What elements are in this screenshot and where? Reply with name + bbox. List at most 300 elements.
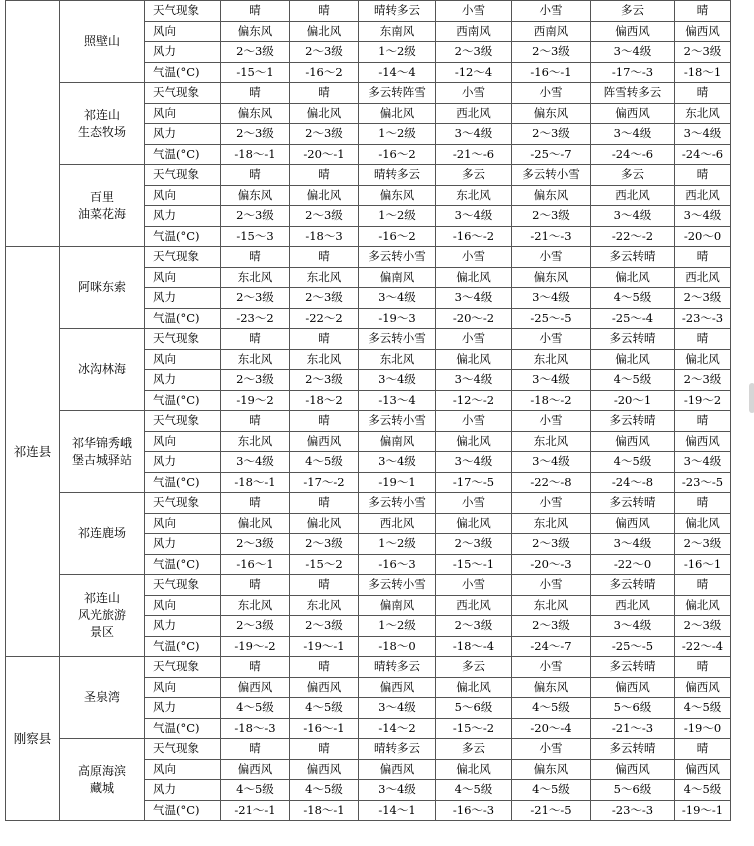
row-label-cell: 风力	[145, 42, 221, 63]
forecast-value-cell: 多云转小雪	[359, 247, 436, 268]
forecast-value-cell: 东北风	[290, 267, 359, 288]
forecast-value-cell: 1～2级	[359, 616, 436, 637]
forecast-value-cell: 4～5级	[512, 780, 591, 801]
forecast-value-cell: 晴	[675, 411, 731, 432]
forecast-value-cell: 3～4级	[359, 452, 436, 473]
forecast-value-cell: 偏东风	[221, 185, 290, 206]
forecast-value-cell: 偏西风	[591, 513, 675, 534]
forecast-value-cell: 小雪	[512, 411, 591, 432]
row-label-cell: 风向	[145, 759, 221, 780]
forecast-value-cell: 多云转阵雪	[359, 83, 436, 104]
row-label-cell: 风力	[145, 616, 221, 637]
forecast-value-cell: 2～3级	[221, 288, 290, 309]
forecast-value-cell: -20～-2	[436, 308, 512, 329]
forecast-value-cell: 偏西风	[675, 677, 731, 698]
forecast-value-cell: 晴	[221, 575, 290, 596]
forecast-value-cell: -22～2	[290, 308, 359, 329]
forecast-value-cell: -24～-7	[512, 636, 591, 657]
forecast-value-cell: 2～3级	[290, 206, 359, 227]
location-name-cell: 祁连山 生态牧场	[60, 83, 145, 165]
forecast-value-cell: 偏西风	[591, 21, 675, 42]
forecast-value-cell: -16～-1	[512, 62, 591, 83]
row-label-cell: 气温(°C)	[145, 390, 221, 411]
forecast-value-cell: -17～-5	[436, 472, 512, 493]
forecast-value-cell: 晴	[675, 165, 731, 186]
forecast-value-cell: -19～-2	[221, 636, 290, 657]
row-label-cell: 天气现象	[145, 493, 221, 514]
forecast-value-cell: 2～3级	[675, 42, 731, 63]
forecast-value-cell: 小雪	[436, 83, 512, 104]
forecast-value-cell: 3～4级	[591, 616, 675, 637]
forecast-value-cell: -12～4	[436, 62, 512, 83]
forecast-value-cell: 1～2级	[359, 534, 436, 555]
forecast-value-cell: 东北风	[512, 431, 591, 452]
forecast-value-cell: 晴	[221, 739, 290, 760]
forecast-value-cell: 晴	[675, 493, 731, 514]
row-label-cell: 气温(°C)	[145, 472, 221, 493]
county-name-cell: 刚察县	[6, 657, 60, 821]
forecast-value-cell: 2～3级	[290, 534, 359, 555]
forecast-value-cell: -15～2	[290, 554, 359, 575]
forecast-value-cell: -20～-3	[512, 554, 591, 575]
forecast-value-cell: 晴	[675, 1, 731, 22]
forecast-value-cell: 晴	[290, 493, 359, 514]
forecast-value-cell: 小雪	[436, 1, 512, 22]
forecast-value-cell: 晴转多云	[359, 165, 436, 186]
forecast-value-cell: -16～2	[359, 144, 436, 165]
forecast-value-cell: 偏南风	[359, 431, 436, 452]
forecast-value-cell: 偏东风	[512, 103, 591, 124]
forecast-value-cell: 2～3级	[512, 616, 591, 637]
forecast-value-cell: 偏北风	[436, 267, 512, 288]
forecast-value-cell: 晴	[290, 739, 359, 760]
row-label-cell: 风力	[145, 370, 221, 391]
forecast-value-cell: 晴	[290, 83, 359, 104]
scrollbar-thumb[interactable]	[749, 383, 754, 413]
forecast-value-cell: 4～5级	[290, 452, 359, 473]
forecast-value-cell: 偏北风	[436, 759, 512, 780]
forecast-value-cell: -16～-2	[436, 226, 512, 247]
forecast-value-cell: 东北风	[512, 595, 591, 616]
forecast-value-cell: 5～6级	[591, 780, 675, 801]
forecast-value-cell: 多云转小雪	[359, 329, 436, 350]
forecast-value-cell: 偏西风	[675, 431, 731, 452]
forecast-value-cell: 3～4级	[591, 42, 675, 63]
forecast-value-cell: 偏西风	[591, 677, 675, 698]
forecast-value-cell: 偏北风	[290, 21, 359, 42]
row-label-cell: 天气现象	[145, 411, 221, 432]
forecast-value-cell: 2～3级	[221, 370, 290, 391]
forecast-value-cell: 小雪	[512, 493, 591, 514]
forecast-value-cell: 晴	[221, 657, 290, 678]
forecast-value-cell: 4～5级	[591, 288, 675, 309]
forecast-value-cell: -19～3	[359, 308, 436, 329]
forecast-value-cell: -21～-3	[512, 226, 591, 247]
row-label-cell: 风向	[145, 103, 221, 124]
forecast-value-cell: 偏西风	[290, 759, 359, 780]
forecast-value-cell: -21～-1	[221, 800, 290, 821]
forecast-value-cell: 小雪	[512, 1, 591, 22]
forecast-value-cell: 3～4级	[675, 124, 731, 145]
forecast-value-cell: 东北风	[221, 267, 290, 288]
forecast-value-cell: -18～-1	[290, 800, 359, 821]
county-name-cell: 祁连县	[6, 247, 60, 657]
forecast-value-cell: 偏北风	[359, 103, 436, 124]
forecast-value-cell: 偏北风	[436, 349, 512, 370]
forecast-value-cell: 多云转小雪	[359, 411, 436, 432]
forecast-value-cell: 3～4级	[221, 452, 290, 473]
forecast-value-cell: 小雪	[436, 493, 512, 514]
forecast-value-cell: 偏西风	[359, 677, 436, 698]
forecast-value-cell: 2～3级	[512, 534, 591, 555]
forecast-value-cell: 东北风	[290, 349, 359, 370]
forecast-value-cell: -16～1	[221, 554, 290, 575]
row-label-cell: 风力	[145, 698, 221, 719]
forecast-value-cell: 3～4级	[512, 370, 591, 391]
forecast-value-cell: -16～-1	[290, 718, 359, 739]
forecast-value-cell: -15～-1	[436, 554, 512, 575]
forecast-value-cell: 2～3级	[675, 616, 731, 637]
forecast-value-cell: 偏东风	[512, 677, 591, 698]
forecast-value-cell: -17～-2	[290, 472, 359, 493]
forecast-value-cell: 偏西风	[221, 759, 290, 780]
row-label-cell: 气温(°C)	[145, 554, 221, 575]
forecast-value-cell: 晴	[290, 575, 359, 596]
forecast-value-cell: -20～-4	[512, 718, 591, 739]
forecast-value-cell: 东北风	[436, 185, 512, 206]
row-label-cell: 风力	[145, 780, 221, 801]
forecast-value-cell: -18～2	[290, 390, 359, 411]
forecast-value-cell: 2～3级	[221, 124, 290, 145]
row-label-cell: 天气现象	[145, 739, 221, 760]
forecast-value-cell: -18～3	[290, 226, 359, 247]
forecast-value-cell: 偏北风	[221, 513, 290, 534]
forecast-value-cell: 3～4级	[675, 452, 731, 473]
forecast-value-cell: -22～-2	[591, 226, 675, 247]
forecast-value-cell: 4～5级	[675, 780, 731, 801]
forecast-value-cell: 4～5级	[675, 698, 731, 719]
row-label-cell: 气温(°C)	[145, 62, 221, 83]
forecast-value-cell: 东北风	[290, 595, 359, 616]
row-label-cell: 气温(°C)	[145, 144, 221, 165]
forecast-value-cell: 晴	[221, 493, 290, 514]
forecast-value-cell: 2～3级	[290, 124, 359, 145]
forecast-value-cell: 东北风	[512, 349, 591, 370]
row-label-cell: 天气现象	[145, 575, 221, 596]
forecast-value-cell: -19～0	[675, 718, 731, 739]
forecast-value-cell: 偏西风	[591, 759, 675, 780]
forecast-value-cell: 偏西风	[221, 677, 290, 698]
forecast-value-cell: 3～4级	[512, 452, 591, 473]
forecast-table	[5, 0, 731, 821]
forecast-value-cell: 4～5级	[512, 698, 591, 719]
location-name-cell: 祁连山 风光旅游 景区	[60, 575, 145, 657]
forecast-value-cell: -18～-2	[512, 390, 591, 411]
forecast-value-cell: 偏北风	[675, 595, 731, 616]
forecast-value-cell: 偏西风	[675, 759, 731, 780]
forecast-value-cell: 2～3级	[290, 42, 359, 63]
forecast-value-cell: -14～2	[359, 718, 436, 739]
forecast-value-cell: 东北风	[512, 513, 591, 534]
row-label-cell: 风力	[145, 124, 221, 145]
forecast-value-cell: -24～-6	[591, 144, 675, 165]
forecast-value-cell: 1～2级	[359, 124, 436, 145]
forecast-value-cell: -16～-3	[436, 800, 512, 821]
forecast-value-cell: 1～2级	[359, 42, 436, 63]
forecast-value-cell: 2～3级	[290, 616, 359, 637]
forecast-value-cell: 1～2级	[359, 206, 436, 227]
forecast-value-cell: 晴	[290, 1, 359, 22]
forecast-value-cell: -18～-1	[221, 472, 290, 493]
forecast-value-cell: 偏西风	[290, 431, 359, 452]
forecast-value-cell: -20～-1	[290, 144, 359, 165]
forecast-value-cell: -16～3	[359, 554, 436, 575]
forecast-value-cell: 偏北风	[436, 677, 512, 698]
forecast-value-cell: 晴转多云	[359, 739, 436, 760]
forecast-value-cell: 3～4级	[436, 124, 512, 145]
forecast-value-cell: 晴转多云	[359, 1, 436, 22]
forecast-value-cell: 小雪	[512, 83, 591, 104]
forecast-value-cell: 小雪	[512, 739, 591, 760]
row-label-cell: 风力	[145, 288, 221, 309]
forecast-value-cell: -19～1	[359, 472, 436, 493]
row-label-cell: 风力	[145, 452, 221, 473]
forecast-value-cell: -25～-4	[591, 308, 675, 329]
forecast-value-cell: -18～-3	[221, 718, 290, 739]
forecast-value-cell: 晴	[290, 411, 359, 432]
forecast-value-cell: 4～5级	[221, 780, 290, 801]
forecast-value-cell: 偏东风	[512, 267, 591, 288]
forecast-value-cell: 3～4级	[436, 206, 512, 227]
forecast-value-cell: 多云转晴	[591, 739, 675, 760]
location-name-cell: 高原海滨 藏城	[60, 739, 145, 821]
forecast-value-cell: 3～4级	[359, 698, 436, 719]
forecast-value-cell: 多云转晴	[591, 657, 675, 678]
forecast-value-cell: 2～3级	[290, 370, 359, 391]
forecast-value-cell: 偏北风	[591, 349, 675, 370]
forecast-value-cell: 西南风	[512, 21, 591, 42]
forecast-value-cell: 西北风	[675, 267, 731, 288]
forecast-value-cell: 多云转小雪	[359, 493, 436, 514]
row-label-cell: 气温(°C)	[145, 636, 221, 657]
forecast-value-cell: -15～3	[221, 226, 290, 247]
forecast-value-cell: 晴	[675, 739, 731, 760]
row-label-cell: 风向	[145, 431, 221, 452]
row-label-cell: 天气现象	[145, 165, 221, 186]
forecast-value-cell: 偏北风	[290, 513, 359, 534]
forecast-value-cell: 4～5级	[591, 452, 675, 473]
forecast-value-cell: 偏东风	[221, 103, 290, 124]
forecast-value-cell: 偏北风	[591, 267, 675, 288]
location-name-cell: 百里 油菜花海	[60, 165, 145, 247]
forecast-value-cell: 西南风	[436, 21, 512, 42]
forecast-value-cell: -16～2	[359, 226, 436, 247]
table-row	[6, 657, 731, 678]
location-name-cell: 照壁山	[60, 1, 145, 83]
forecast-value-cell: 多云转小雪	[512, 165, 591, 186]
row-label-cell: 风力	[145, 206, 221, 227]
forecast-value-cell: -21～-5	[512, 800, 591, 821]
forecast-value-cell: 晴	[221, 165, 290, 186]
forecast-value-cell: -25～-7	[512, 144, 591, 165]
forecast-value-cell: 2～3级	[221, 42, 290, 63]
forecast-value-cell: 2～3级	[221, 206, 290, 227]
row-label-cell: 风向	[145, 595, 221, 616]
forecast-value-cell: 偏北风	[436, 513, 512, 534]
forecast-value-cell: 阵雪转多云	[591, 83, 675, 104]
forecast-value-cell: -19～2	[221, 390, 290, 411]
forecast-value-cell: -21～-6	[436, 144, 512, 165]
forecast-value-cell: 小雪	[436, 575, 512, 596]
forecast-value-cell: 2～3级	[675, 534, 731, 555]
forecast-value-cell: 5～6级	[591, 698, 675, 719]
forecast-value-cell: 2～3级	[290, 288, 359, 309]
forecast-value-cell: -14～4	[359, 62, 436, 83]
row-label-cell: 气温(°C)	[145, 308, 221, 329]
forecast-value-cell: 小雪	[436, 411, 512, 432]
forecast-value-cell: 小雪	[436, 329, 512, 350]
forecast-value-cell: 多云	[591, 1, 675, 22]
forecast-value-cell: 4～5级	[290, 698, 359, 719]
forecast-value-cell: 3～4级	[591, 124, 675, 145]
forecast-value-cell: 晴	[221, 247, 290, 268]
location-name-cell: 祁连鹿场	[60, 493, 145, 575]
table-row	[6, 1, 731, 22]
forecast-value-cell: 3～4级	[436, 288, 512, 309]
forecast-value-cell: 偏北风	[675, 513, 731, 534]
forecast-value-cell: 偏西风	[591, 103, 675, 124]
forecast-value-cell: 3～4级	[591, 206, 675, 227]
forecast-value-cell: 晴	[675, 83, 731, 104]
forecast-value-cell: 2～3级	[221, 616, 290, 637]
forecast-value-cell: 多云	[436, 165, 512, 186]
forecast-value-cell: 偏北风	[436, 431, 512, 452]
forecast-value-cell: 偏东风	[512, 759, 591, 780]
row-label-cell: 风向	[145, 513, 221, 534]
forecast-value-cell: -17～-3	[591, 62, 675, 83]
row-label-cell: 天气现象	[145, 83, 221, 104]
forecast-value-cell: 2～3级	[512, 124, 591, 145]
forecast-value-cell: 多云转晴	[591, 575, 675, 596]
forecast-value-cell: 3～4级	[591, 534, 675, 555]
row-label-cell: 风向	[145, 267, 221, 288]
forecast-value-cell: 2～3级	[436, 534, 512, 555]
row-label-cell: 风力	[145, 534, 221, 555]
forecast-value-cell: 2～3级	[436, 616, 512, 637]
forecast-value-cell: -22～0	[591, 554, 675, 575]
forecast-value-cell: 偏北风	[675, 349, 731, 370]
row-label-cell: 风向	[145, 185, 221, 206]
forecast-value-cell: 2～3级	[436, 42, 512, 63]
row-label-cell: 天气现象	[145, 657, 221, 678]
forecast-value-cell: 晴	[221, 411, 290, 432]
location-name-cell: 冰沟林海	[60, 329, 145, 411]
forecast-value-cell: 多云	[436, 739, 512, 760]
county-name-cell	[6, 1, 60, 247]
forecast-value-cell: 晴	[221, 83, 290, 104]
forecast-value-cell: 偏西风	[359, 759, 436, 780]
forecast-value-cell: -24～-8	[591, 472, 675, 493]
forecast-value-cell: -23～2	[221, 308, 290, 329]
forecast-value-cell: -25～-5	[591, 636, 675, 657]
forecast-value-cell: 2～3级	[221, 534, 290, 555]
forecast-value-cell: -23～-3	[591, 800, 675, 821]
table-row	[6, 247, 731, 268]
forecast-value-cell: -15～-2	[436, 718, 512, 739]
forecast-value-cell: 东北风	[675, 103, 731, 124]
forecast-value-cell: 晴	[290, 657, 359, 678]
row-label-cell: 气温(°C)	[145, 718, 221, 739]
forecast-value-cell: 多云转晴	[591, 247, 675, 268]
forecast-value-cell: 5～6级	[436, 698, 512, 719]
forecast-value-cell: 4～5级	[290, 780, 359, 801]
forecast-value-cell: 西北风	[436, 595, 512, 616]
forecast-value-cell: 2～3级	[512, 42, 591, 63]
forecast-value-cell: 西北风	[675, 185, 731, 206]
forecast-value-cell: 西北风	[591, 595, 675, 616]
forecast-value-cell: 偏南风	[359, 267, 436, 288]
forecast-value-cell: -18～-1	[221, 144, 290, 165]
forecast-value-cell: 西北风	[591, 185, 675, 206]
forecast-value-cell: -15～1	[221, 62, 290, 83]
forecast-value-cell: -18～1	[675, 62, 731, 83]
forecast-value-cell: 3～4级	[359, 288, 436, 309]
forecast-value-cell: 晴转多云	[359, 657, 436, 678]
forecast-value-cell: 东北风	[221, 349, 290, 370]
forecast-value-cell: 偏西风	[591, 431, 675, 452]
forecast-value-cell: 2～3级	[675, 288, 731, 309]
table-row	[6, 575, 731, 596]
table-row	[6, 83, 731, 104]
forecast-value-cell: 偏西风	[290, 677, 359, 698]
forecast-value-cell: -20～1	[591, 390, 675, 411]
forecast-value-cell: 晴	[675, 247, 731, 268]
row-label-cell: 气温(°C)	[145, 226, 221, 247]
table-row	[6, 739, 731, 760]
row-label-cell: 风向	[145, 349, 221, 370]
forecast-value-cell: 多云	[436, 657, 512, 678]
forecast-value-cell: 偏南风	[359, 595, 436, 616]
forecast-value-cell: 2～3级	[512, 206, 591, 227]
forecast-value-cell: -19～-1	[675, 800, 731, 821]
forecast-value-cell: -19～-1	[290, 636, 359, 657]
row-label-cell: 天气现象	[145, 247, 221, 268]
forecast-value-cell: -21～-3	[591, 718, 675, 739]
forecast-value-cell: 多云转晴	[591, 493, 675, 514]
row-label-cell: 天气现象	[145, 1, 221, 22]
forecast-value-cell: 偏西风	[675, 21, 731, 42]
forecast-value-cell: -16～2	[290, 62, 359, 83]
table-row	[6, 165, 731, 186]
forecast-value-cell: 小雪	[436, 247, 512, 268]
table-row	[6, 329, 731, 350]
forecast-value-cell: 3～4级	[436, 370, 512, 391]
forecast-value-cell: 晴	[675, 657, 731, 678]
forecast-value-cell: 偏北风	[290, 185, 359, 206]
forecast-value-cell: 3～4级	[675, 206, 731, 227]
forecast-value-cell: 2～3级	[675, 370, 731, 391]
row-label-cell: 风向	[145, 677, 221, 698]
forecast-value-cell: 偏东风	[221, 21, 290, 42]
forecast-value-cell: 多云转小雪	[359, 575, 436, 596]
forecast-value-cell: 小雪	[512, 247, 591, 268]
forecast-value-cell: 东北风	[221, 595, 290, 616]
forecast-value-cell: 晴	[675, 329, 731, 350]
forecast-value-cell: 多云转晴	[591, 411, 675, 432]
forecast-value-cell: -13～4	[359, 390, 436, 411]
row-label-cell: 气温(°C)	[145, 800, 221, 821]
forecast-value-cell: 东南风	[359, 21, 436, 42]
